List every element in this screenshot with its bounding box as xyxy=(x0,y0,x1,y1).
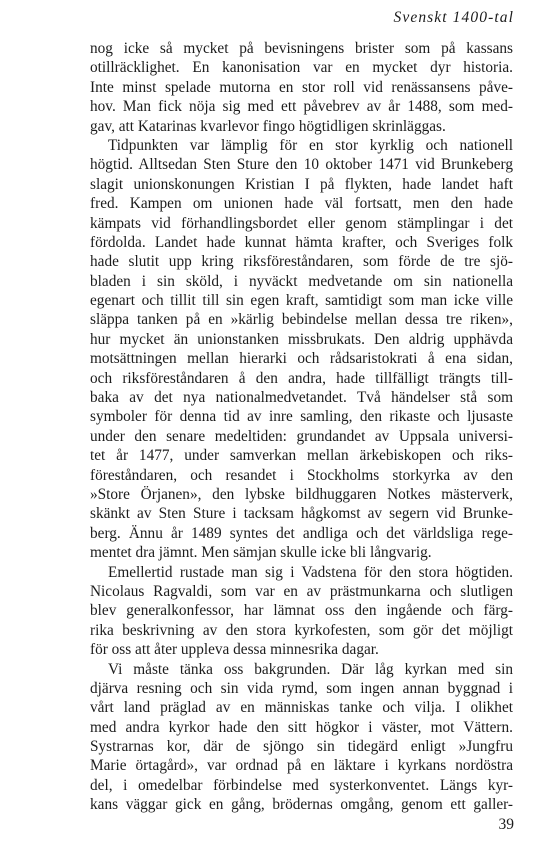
text-line: slagit unionskonungen Kristian I på flykten, hade landet haft xyxy=(90,175,513,193)
text-line: vårt land präglad av en människas tanke och vilja. I olikhet xyxy=(90,699,513,717)
text-line: hov. Man fick nöja sig med ett påvebrev av år 1488, som med- xyxy=(90,98,513,116)
text-line: mentet dra jämnt. Men sämjan skulle icke bli långvarig. xyxy=(90,544,432,562)
text-line: Emellertid rustade man sig i Vadstena för den stora högtiden. xyxy=(108,563,513,581)
text-line: högtid. Alltsedan Sten Sture den 10 oktober 1471 vid Brunkeberg xyxy=(90,156,513,174)
text-line: blev generalkonfessor, har lämnat oss den ingående och färg- xyxy=(90,602,513,620)
text-line: berg. Ännu år 1489 syntes det andliga och det världsliga rege- xyxy=(90,524,513,542)
text-line: under den senare medeltiden: grundandet av Uppsala universi- xyxy=(90,427,513,445)
text-line: fred. Kampen om unionen hade väl fortsatt, men den hade xyxy=(90,195,513,213)
page-number: 39 xyxy=(498,816,514,833)
text-line: tet år 1477, under samverkan mellan ärkebiskopen och riks- xyxy=(90,447,513,465)
body-text xyxy=(90,39,513,815)
text-line: gav, att Katarinas kvarlevor fingo högtidligen skrinläggas. xyxy=(90,117,446,135)
text-line: symboler för denna tid av inre samling, den rikaste och ljusaste xyxy=(90,408,513,426)
text-line: hur mycket än unionstanken missbrukats. Den aldrig upphävda xyxy=(90,330,513,348)
text-line: för oss att åter uppleva dessa minnesrika dagar. xyxy=(90,641,379,659)
text-line: släppa tanken på en »kärlig bebindelse mellan dessa tre riken», xyxy=(90,311,513,329)
text-line: djärva resning och sin vida rymd, som ingen annan byggnad i xyxy=(90,679,513,697)
text-line: motsättningen mellan hierarki och rådsaristokrati å ena sidan, xyxy=(90,350,513,368)
text-line: Inte minst spelade mutorna en stor roll vid renässansens påve- xyxy=(90,78,513,96)
text-line: egenart och tillit till sin egen kraft, samtidigt som man icke ville xyxy=(90,292,513,310)
text-line: och riksföreståndaren å den andra, hade tillfälligt trängts till- xyxy=(90,369,513,387)
text-line: del, i omedelbar förbindelse med systerkonventet. Längs kyr- xyxy=(90,776,513,794)
text-line: baka av det nya nationalmedvetandet. Två händelser stå som xyxy=(90,389,513,407)
text-line: med andra kyrkor hade den sitt högkor i väster, mot Vättern. xyxy=(90,718,513,736)
text-line: Tidpunkten var lämplig för en stor kyrklig och nationell xyxy=(108,136,513,154)
text-line: Vi måste tänka oss bakgrunden. Där låg kyrkan med sin xyxy=(108,660,513,678)
text-line: kämpats vid förhandlingsbordet eller genom stämplingar i det xyxy=(90,214,513,232)
text-line: föreståndaren, och resandet i Stockholms storkyrka av den xyxy=(90,466,513,484)
text-line: fördolda. Landet hade kunnat hämta krafter, och Sveriges folk xyxy=(90,233,513,251)
text-line: Systrarnas kor, där de sjöngo sin tidegärd enligt »Jungfru xyxy=(90,738,513,756)
text-line: »Store Örjanen», den lybske bildhuggaren Notkes mästerverk, xyxy=(90,485,513,503)
text-line: rika beskrivning av den stora kyrkofesten, som gör det möjligt xyxy=(90,621,513,639)
text-line: hade slutit upp kring riksföreståndaren, som förde de tre sjö- xyxy=(90,253,513,271)
text-line: Nicolaus Ragvaldi, som var en av prästmunkarna och slutligen xyxy=(90,582,513,600)
text-line: otillräcklighet. En kanonisation var en mycket dyr historia. xyxy=(90,59,513,77)
running-head: Svenskt 1400-tal xyxy=(393,9,514,26)
text-line: Marie örtagård», var ordnad på en läktare i kyrkans nordöstra xyxy=(90,757,513,775)
text-line: kans väggar gick en gång, brödernas omgång, genom ett galler- xyxy=(90,796,513,814)
text-line: bladen i sin sköld, i nyväckt medvetande om sin nationella xyxy=(90,272,513,290)
text-line: skänkt av Sten Sture i tacksam hågkomst av segern vid Brunke- xyxy=(90,505,513,523)
text-line: nog icke så mycket på bevisningens brister som på kassans xyxy=(90,40,513,57)
